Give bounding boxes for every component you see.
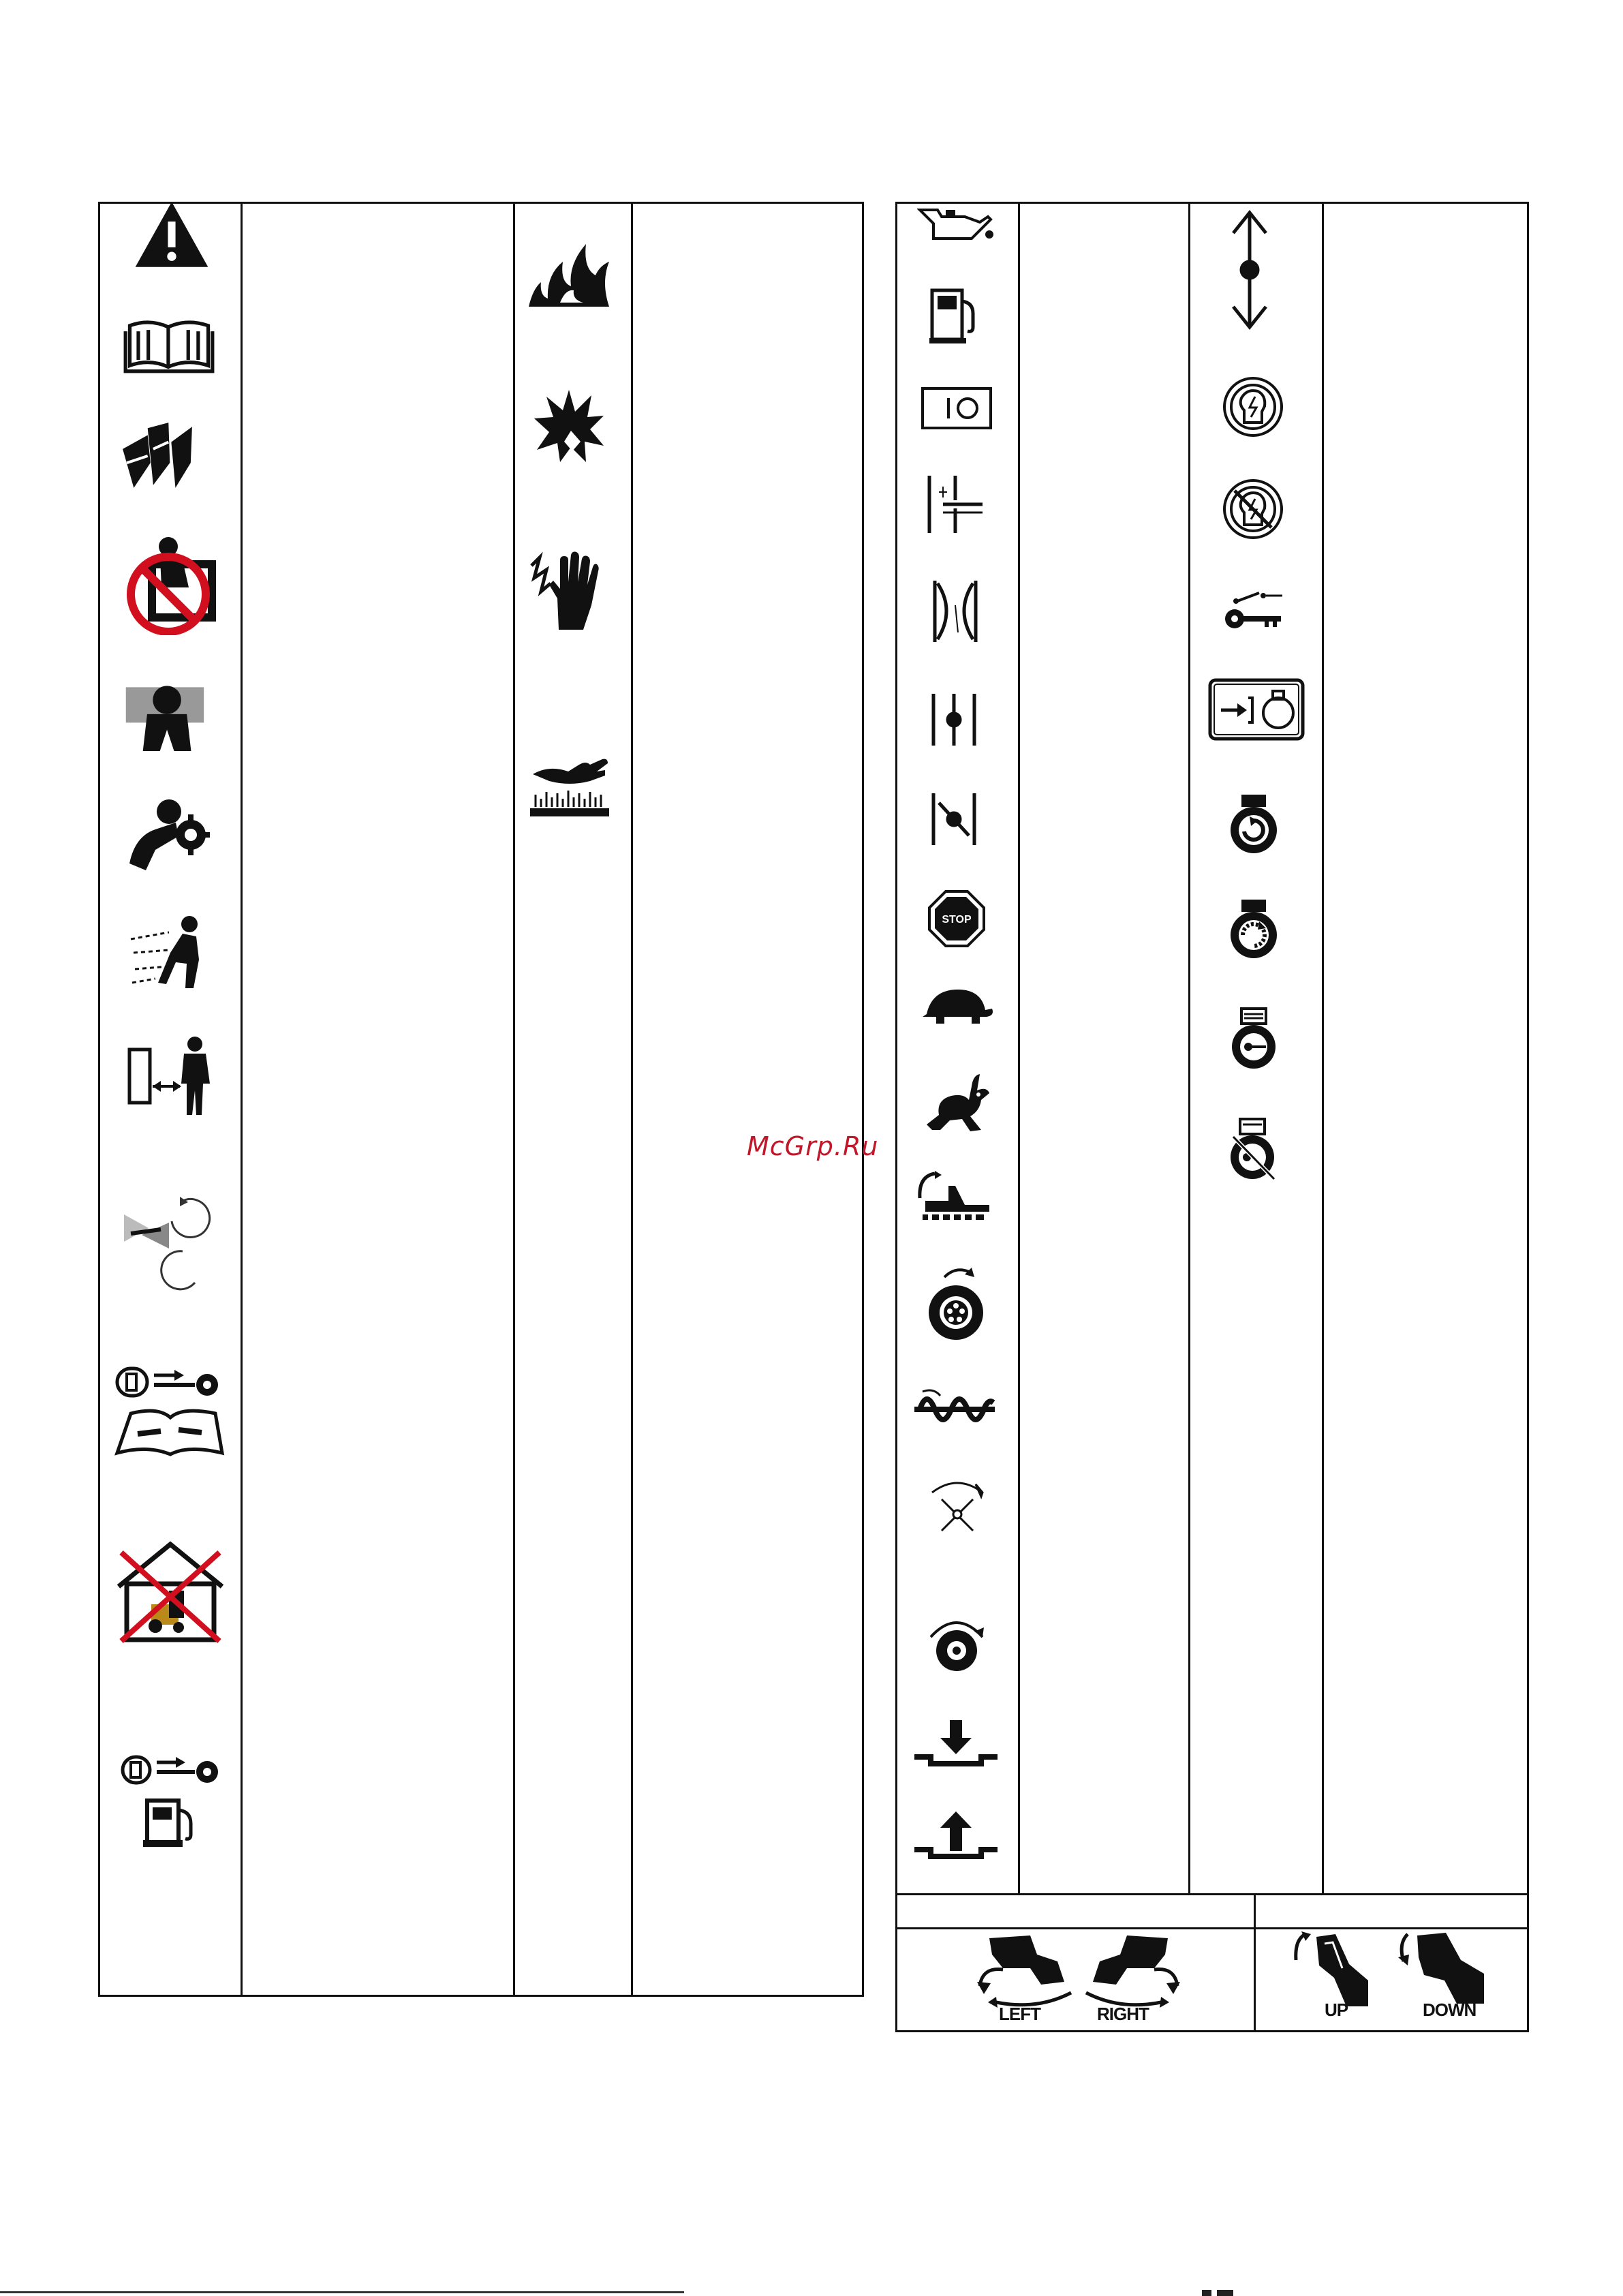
rotation-left-label: LEFT [999, 2004, 1040, 2024]
electric-shock-icon [529, 551, 600, 631]
engine-run-icon [1228, 898, 1280, 960]
stop-icon [928, 890, 985, 947]
fire-flame-icon [526, 241, 613, 308]
right-table-divider [1254, 1893, 1256, 2032]
left-table-divider [631, 202, 633, 1997]
fast-icon [928, 691, 980, 748]
raise-icon [913, 1810, 999, 1861]
turtle-slow-icon [921, 985, 993, 1025]
fuel-icon [929, 285, 981, 343]
hand-entanglement-icon [128, 795, 210, 871]
right-table-row-divider [895, 1893, 1529, 1895]
engine-choke-icon [1228, 1007, 1280, 1071]
cutting-blades-icon [120, 420, 196, 492]
chute-rotation-icon [925, 1612, 988, 1674]
rotation-right-label: RIGHT [1097, 2004, 1149, 2024]
tilt-down-label: DOWN [1423, 2000, 1477, 2020]
chute-deflector-icon [928, 1476, 987, 1533]
up-down-arrow-icon [1229, 209, 1270, 331]
chute-rotate-left-icon [976, 1934, 1077, 2009]
blade-engage-icon [914, 1171, 992, 1223]
hot-surface-icon [529, 744, 610, 818]
wheel-drive-icon [924, 1265, 988, 1344]
thrown-objects-icon [123, 680, 208, 751]
chute-tilt-up-icon [1292, 1930, 1371, 2006]
right-table-divider [1322, 202, 1324, 1895]
chute-rotate-right-icon [1081, 1934, 1181, 2009]
right-table-divider [1018, 202, 1020, 1895]
remove-key-read-manual-icon [113, 1366, 225, 1460]
watermark: McGrp.Ru [747, 1131, 879, 1161]
slow-icon [928, 791, 980, 848]
engine-start-icon [1228, 793, 1280, 855]
no-riders-icon [120, 533, 223, 635]
run-over-icon [128, 912, 210, 991]
key-switch-icon [1224, 587, 1284, 630]
footer-mark [1202, 2289, 1235, 2296]
auger-icon [913, 1389, 996, 1430]
no-indoor-operation-icon [114, 1539, 226, 1644]
engine-oil-icon [917, 204, 995, 244]
electric-start-icon [1221, 375, 1285, 439]
lower-icon [913, 1717, 999, 1768]
on-off-switch-icon [921, 387, 992, 429]
right-table-divider [1188, 202, 1190, 1895]
explosion-icon [533, 388, 605, 463]
choke-icon [923, 473, 985, 536]
remove-key-refuel-icon [120, 1753, 222, 1848]
throttle-icon [928, 578, 983, 645]
chute-tilt-down-icon [1397, 1930, 1487, 2005]
no-electric-start-icon [1221, 477, 1285, 541]
svg-text:STOP: STOP [942, 914, 972, 925]
engine-stop-icon [1226, 1118, 1281, 1182]
warning-triangle-icon [134, 200, 210, 269]
read-manual-icon [123, 315, 215, 373]
primer-icon [1207, 677, 1305, 741]
rabbit-fast-icon [924, 1073, 991, 1133]
keep-distance-icon [125, 1036, 221, 1116]
left-table-divider [513, 202, 515, 1997]
left-table-divider [241, 202, 243, 1997]
rotating-parts-icon [121, 1194, 215, 1291]
footer-rule [0, 2291, 684, 2293]
right-table-row-divider [895, 1927, 1529, 1929]
tilt-up-label: UP [1325, 2000, 1348, 2020]
